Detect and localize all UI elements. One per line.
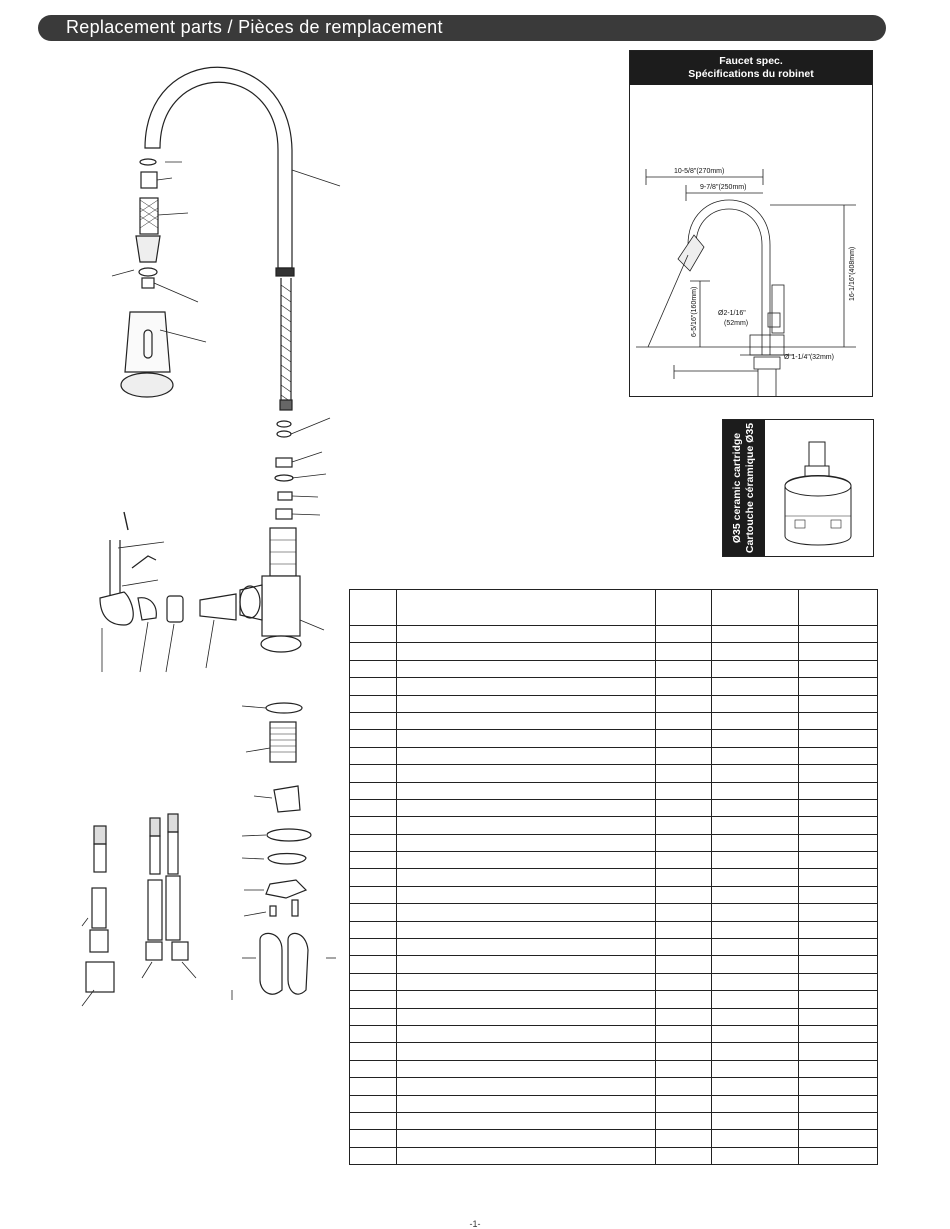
table-cell — [712, 991, 799, 1008]
table-cell — [656, 765, 712, 782]
table-cell — [350, 765, 397, 782]
table-cell — [656, 1025, 712, 1042]
table-cell — [656, 1130, 712, 1147]
table-row — [350, 660, 878, 677]
table-row — [350, 973, 878, 990]
table-cell — [712, 1112, 799, 1129]
table-row — [350, 730, 878, 747]
table-cell — [712, 834, 799, 851]
faucet-spec-panel — [629, 50, 873, 397]
table-cell — [712, 1060, 799, 1077]
table-cell — [350, 1025, 397, 1042]
table-cell — [397, 626, 656, 643]
table-cell — [350, 1147, 397, 1164]
page-number: -1- — [469, 1219, 481, 1229]
table-row — [350, 799, 878, 816]
table-cell — [712, 712, 799, 729]
table-row — [350, 991, 878, 1008]
table-cell — [712, 904, 799, 921]
table-cell — [397, 660, 656, 677]
table-cell — [350, 991, 397, 1008]
table-cell — [350, 834, 397, 851]
table-cell — [350, 660, 397, 677]
table-cell — [799, 886, 878, 903]
table-cell — [799, 678, 878, 695]
table-cell — [799, 660, 878, 677]
table-row — [350, 1095, 878, 1112]
table-cell — [712, 678, 799, 695]
table-cell — [799, 1060, 878, 1077]
table-cell — [799, 730, 878, 747]
table-header-cell — [397, 590, 656, 626]
table-cell — [350, 869, 397, 886]
table-cell — [397, 1130, 656, 1147]
table-cell — [712, 765, 799, 782]
table-cell — [350, 712, 397, 729]
faucet-dimension-drawing — [630, 85, 872, 396]
table-cell — [350, 1112, 397, 1129]
table-cell — [656, 782, 712, 799]
table-cell — [350, 939, 397, 956]
table-cell — [656, 1147, 712, 1164]
table-cell — [397, 1095, 656, 1112]
table-cell — [656, 747, 712, 764]
table-cell — [712, 730, 799, 747]
table-cell — [712, 956, 799, 973]
dim-hole: Ø 1-1/4"(32mm) — [784, 354, 834, 361]
table-cell — [799, 747, 878, 764]
dim-reach: 10-5/8"(270mm) — [674, 168, 725, 175]
dim-height: 16-1/16"(408mm) — [849, 246, 856, 301]
table-cell — [397, 834, 656, 851]
table-cell — [350, 956, 397, 973]
table-cell — [799, 817, 878, 834]
table-cell — [799, 956, 878, 973]
table-cell — [799, 1095, 878, 1112]
table-cell — [350, 904, 397, 921]
parts-table-body — [350, 626, 878, 1165]
faucet-spec-title-en: Faucet spec. — [719, 55, 783, 67]
table-cell — [799, 1025, 878, 1042]
table-cell — [712, 869, 799, 886]
table-cell — [397, 695, 656, 712]
spray-head — [125, 312, 170, 372]
table-cell — [712, 1095, 799, 1112]
table-cell — [397, 991, 656, 1008]
spray-nut — [141, 172, 157, 188]
table-cell — [799, 1130, 878, 1147]
table-cell — [397, 799, 656, 816]
table-cell — [656, 869, 712, 886]
table-cell — [799, 939, 878, 956]
table-cell — [397, 852, 656, 869]
table-cell — [712, 1043, 799, 1060]
table-cell — [397, 1060, 656, 1077]
table-row — [350, 1060, 878, 1077]
table-cell — [799, 765, 878, 782]
table-cell — [656, 626, 712, 643]
dim-base-diameter: Ø2-1/16" — [718, 310, 746, 317]
table-cell — [656, 660, 712, 677]
table-cell — [799, 869, 878, 886]
table-row — [350, 747, 878, 764]
table-cell — [397, 1147, 656, 1164]
dim-base-diameter-mm: (52mm) — [724, 320, 749, 327]
table-cell — [656, 921, 712, 938]
table-row — [350, 956, 878, 973]
table-cell — [397, 817, 656, 834]
table-cell — [656, 973, 712, 990]
table-cell — [656, 1078, 712, 1095]
table-cell — [712, 921, 799, 938]
table-cell — [397, 1043, 656, 1060]
table-row — [350, 643, 878, 660]
cartridge-label — [731, 423, 757, 553]
table-row — [350, 695, 878, 712]
faucet-spec-header — [630, 51, 872, 85]
cartridge-panel — [722, 419, 874, 557]
spout-collar — [276, 268, 294, 276]
table-cell — [397, 643, 656, 660]
table-cell — [799, 626, 878, 643]
table-cell — [799, 973, 878, 990]
table-cell — [350, 643, 397, 660]
table-cell — [397, 921, 656, 938]
table-cell — [397, 1112, 656, 1129]
table-cell — [656, 852, 712, 869]
table-cell — [397, 765, 656, 782]
table-header-row — [350, 590, 878, 626]
table-row — [350, 817, 878, 834]
table-cell — [397, 1025, 656, 1042]
table-cell — [799, 799, 878, 816]
table-cell — [656, 1112, 712, 1129]
table-header-cell — [712, 590, 799, 626]
table-cell — [799, 1008, 878, 1025]
cartridge-label-fr: Cartouche céramique Ø35 — [744, 422, 756, 554]
table-row — [350, 1043, 878, 1060]
table-cell — [350, 730, 397, 747]
table-cell — [397, 747, 656, 764]
table-cell — [712, 799, 799, 816]
table-cell — [799, 1112, 878, 1129]
table-cell — [799, 991, 878, 1008]
table-cell — [799, 1043, 878, 1060]
table-cell — [799, 921, 878, 938]
dim-under-spout: 6-5/16"(160mm) — [691, 286, 698, 337]
table-cell — [397, 973, 656, 990]
table-cell — [350, 1095, 397, 1112]
table-cell — [712, 660, 799, 677]
table-cell — [712, 1147, 799, 1164]
table-cell — [656, 730, 712, 747]
table-cell — [656, 886, 712, 903]
table-cell — [712, 1130, 799, 1147]
table-cell — [350, 782, 397, 799]
table-cell — [656, 799, 712, 816]
dim-spout: 9-7/8"(250mm) — [700, 184, 747, 191]
table-cell — [397, 869, 656, 886]
table-cell — [397, 678, 656, 695]
table-cell — [712, 1008, 799, 1025]
page-title: Replacement parts / Pièces de remplacement — [66, 17, 443, 37]
table-row — [350, 1025, 878, 1042]
table-cell — [712, 626, 799, 643]
table-cell — [799, 695, 878, 712]
table-cell — [712, 643, 799, 660]
table-cell — [712, 1078, 799, 1095]
table-row — [350, 782, 878, 799]
table-cell — [712, 782, 799, 799]
table-header-cell — [656, 590, 712, 626]
table-row — [350, 712, 878, 729]
table-cell — [656, 1043, 712, 1060]
table-cell — [350, 1008, 397, 1025]
table-cell — [397, 886, 656, 903]
faucet-spec-title-fr: Spécifications du robinet — [688, 68, 814, 80]
table-cell — [397, 712, 656, 729]
table-cell — [350, 799, 397, 816]
table-cell — [656, 817, 712, 834]
cartridge-drawing — [765, 420, 873, 556]
table-cell — [712, 939, 799, 956]
table-row — [350, 678, 878, 695]
table-cell — [656, 643, 712, 660]
cartridge-label-en: Ø35 ceramic cartridge — [731, 432, 743, 544]
table-cell — [350, 817, 397, 834]
table-cell — [656, 939, 712, 956]
table-header-cell — [350, 590, 397, 626]
spout-outline — [145, 67, 292, 268]
cartridge-label-band — [723, 420, 765, 556]
table-row — [350, 852, 878, 869]
table-cell — [799, 852, 878, 869]
table-row — [350, 1147, 878, 1164]
table-cell — [712, 817, 799, 834]
table-row — [350, 939, 878, 956]
table-row — [350, 834, 878, 851]
table-cell — [799, 904, 878, 921]
table-cell — [799, 712, 878, 729]
table-cell — [350, 973, 397, 990]
table-cell — [656, 834, 712, 851]
table-cell — [397, 956, 656, 973]
table-cell — [350, 921, 397, 938]
table-cell — [397, 904, 656, 921]
table-cell — [656, 991, 712, 1008]
table-cell — [712, 852, 799, 869]
table-cell — [656, 956, 712, 973]
table-cell — [350, 1060, 397, 1077]
table-cell — [350, 626, 397, 643]
table-row — [350, 1078, 878, 1095]
table-cell — [397, 1008, 656, 1025]
table-cell — [656, 712, 712, 729]
table-row — [350, 1130, 878, 1147]
table-cell — [799, 1147, 878, 1164]
table-row — [350, 765, 878, 782]
table-row — [350, 626, 878, 643]
table-cell — [350, 1043, 397, 1060]
table-row — [350, 904, 878, 921]
table-cell — [712, 973, 799, 990]
table-row — [350, 1008, 878, 1025]
table-cell — [799, 1078, 878, 1095]
table-row — [350, 869, 878, 886]
table-row — [350, 921, 878, 938]
faucet-body — [262, 576, 300, 636]
table-cell — [656, 904, 712, 921]
table-cell — [656, 1008, 712, 1025]
table-row — [350, 1112, 878, 1129]
table-cell — [397, 939, 656, 956]
table-cell — [397, 782, 656, 799]
table-cell — [397, 1078, 656, 1095]
table-cell — [350, 1078, 397, 1095]
table-cell — [656, 695, 712, 712]
table-cell — [799, 782, 878, 799]
table-cell — [350, 1130, 397, 1147]
table-cell — [350, 695, 397, 712]
parts-table — [349, 589, 878, 1165]
table-cell — [350, 886, 397, 903]
table-cell — [712, 1025, 799, 1042]
table-cell — [712, 886, 799, 903]
table-cell — [799, 834, 878, 851]
table-row — [350, 886, 878, 903]
table-cell — [656, 1095, 712, 1112]
table-cell — [656, 678, 712, 695]
table-cell — [350, 678, 397, 695]
table-cell — [712, 747, 799, 764]
table-cell — [656, 1060, 712, 1077]
table-cell — [397, 730, 656, 747]
table-cell — [350, 747, 397, 764]
table-cell — [350, 852, 397, 869]
table-cell — [799, 643, 878, 660]
table-cell — [712, 695, 799, 712]
table-header-cell — [799, 590, 878, 626]
